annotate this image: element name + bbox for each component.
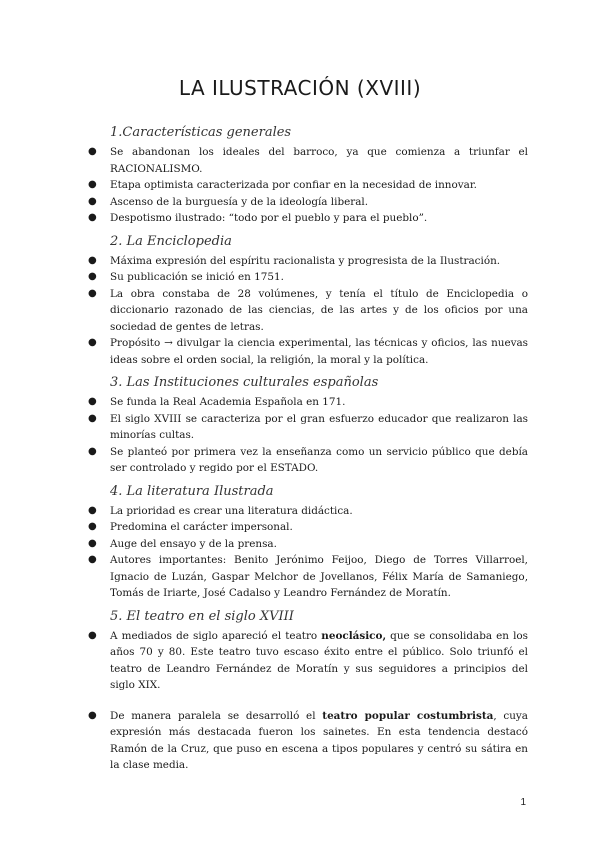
list-item-text: Predomina el carácter impersonal. [110, 521, 293, 533]
list-item-text: De manera paralela se desarrolló el [110, 709, 323, 722]
list-item-text: Auge del ensayo y de la prensa. [110, 537, 277, 550]
list-item-text: Su publicación se inició en 1751. [110, 271, 284, 283]
bullet-list [82, 144, 528, 227]
bullet-icon: ● [88, 287, 97, 299]
bullet-icon: ● [88, 412, 97, 424]
bullet-icon: ● [88, 504, 97, 516]
section-heading: 1.Características generales [110, 125, 292, 140]
list-item [82, 253, 528, 270]
bullet-list [82, 394, 528, 477]
bullet-icon: ● [88, 254, 97, 266]
section-heading: 5. El teatro en el siglo XVIII [110, 608, 294, 624]
page-title: LA ILUSTRACIÓN (XVIII) [178, 76, 422, 100]
list-item [82, 194, 528, 211]
list-item-text: que se consolidaba en los años 70 y 80. Este teatro tuvo escaso éxito entre el público. Solo triunfó el teatro de Leandro Fernández de Moratín y sus seguidores a principios del siglo XIX. [110, 629, 529, 691]
list-item [82, 144, 528, 177]
bullet-icon: ● [88, 537, 97, 549]
list-item-text: Autores importantes: Benito Jerónimo Feijoo, Diego de Torres Villarroel, Ignacio de Luzán, Gaspar Melchor de Jovellanos, Félix María de Samaniego, Tomás de Iriarte, José Cadalso y Leandro Fernández de Moratín. [110, 554, 528, 599]
bullet-icon: ● [88, 445, 97, 457]
list-item [82, 177, 528, 194]
list-item-text: Se planteó por primera vez la enseñanza como un servicio público que debía ser controlado y regido por el ESTADO. [110, 445, 528, 474]
document-body [82, 124, 528, 780]
bullet-icon: ● [88, 195, 97, 207]
section-heading: 2. La Enciclopedia [110, 233, 232, 249]
list-item-text: Se abandonan los ideales del barroco, ya que comienza a triunfar el RACIONALISMO. [110, 146, 528, 175]
list-item-text: Etapa optimista caracterizada por confiar en la necesidad de innovar. [110, 179, 477, 191]
list-item [82, 269, 528, 286]
list-item-bold-text: neoclásico, [321, 629, 387, 642]
bullet-list [82, 253, 528, 369]
list-item-text: Máxima expresión del espíritu racionalista y progresista de la Ilustración. [110, 254, 501, 267]
list-item [82, 536, 528, 553]
list-item [82, 628, 528, 694]
bullet-icon: ● [88, 629, 97, 641]
section-heading: 4. La literatura Ilustrada [110, 483, 274, 499]
section-heading: 3. Las Instituciones culturales españolas [110, 375, 379, 390]
bullet-icon: ● [88, 179, 97, 190]
bullet-icon: ● [88, 212, 97, 223]
list-item-text: , cuya expresión más destacada fueron los sainetes. En esta tendencia destacó Ramón de la Cruz, que puso en escena a tipos populares y centró su sátira en la clase media. [110, 709, 528, 771]
list-spacer [82, 694, 528, 708]
list-item-text: Propósito → divulgar la ciencia experimental, las técnicas y oficios, las nuevas ideas sobre el orden social, la religión, la moral y la política. [110, 337, 528, 366]
list-item-text: Se funda la Real Academia Española en 171. [110, 396, 346, 408]
list-item [82, 552, 528, 602]
bullet-list [82, 628, 528, 774]
list-item [82, 708, 528, 774]
bullet-list [82, 503, 528, 602]
page-number: 1 [520, 797, 526, 808]
bullet-icon: ● [88, 337, 97, 348]
list-item [82, 519, 528, 536]
list-item [82, 503, 528, 520]
bullet-icon: ● [88, 271, 97, 282]
bullet-icon: ● [88, 709, 97, 721]
list-item-text: A mediados de siglo apareció el teatro [110, 629, 322, 642]
bullet-icon: ● [88, 146, 97, 157]
list-item-text: Despotismo ilustrado: “todo por el pueblo y para el pueblo”. [110, 212, 428, 224]
list-item [82, 411, 528, 444]
list-item [82, 394, 528, 411]
list-item-text: Ascenso de la burguesía y de la ideología liberal. [110, 195, 369, 208]
list-item [82, 210, 528, 227]
list-item-text: El siglo XVIII se caracteriza por el gran esfuerzo educador que realizaron las minorías cultas. [110, 412, 528, 441]
bullet-icon: ● [88, 396, 97, 407]
list-item [82, 335, 528, 368]
bullet-icon: ● [88, 554, 97, 565]
list-item [82, 286, 528, 336]
list-item-bold-text: teatro popular costumbrista [322, 709, 494, 722]
list-item-text: La prioridad es crear una literatura didáctica. [110, 504, 353, 517]
list-item [82, 444, 528, 477]
bullet-icon: ● [88, 521, 97, 532]
list-item-text: La obra constaba de 28 volúmenes, y tenía el título de Enciclopedia o diccionario razonado de las ciencias, de las artes y de los oficios por una sociedad de gentes de letras. [110, 287, 528, 333]
